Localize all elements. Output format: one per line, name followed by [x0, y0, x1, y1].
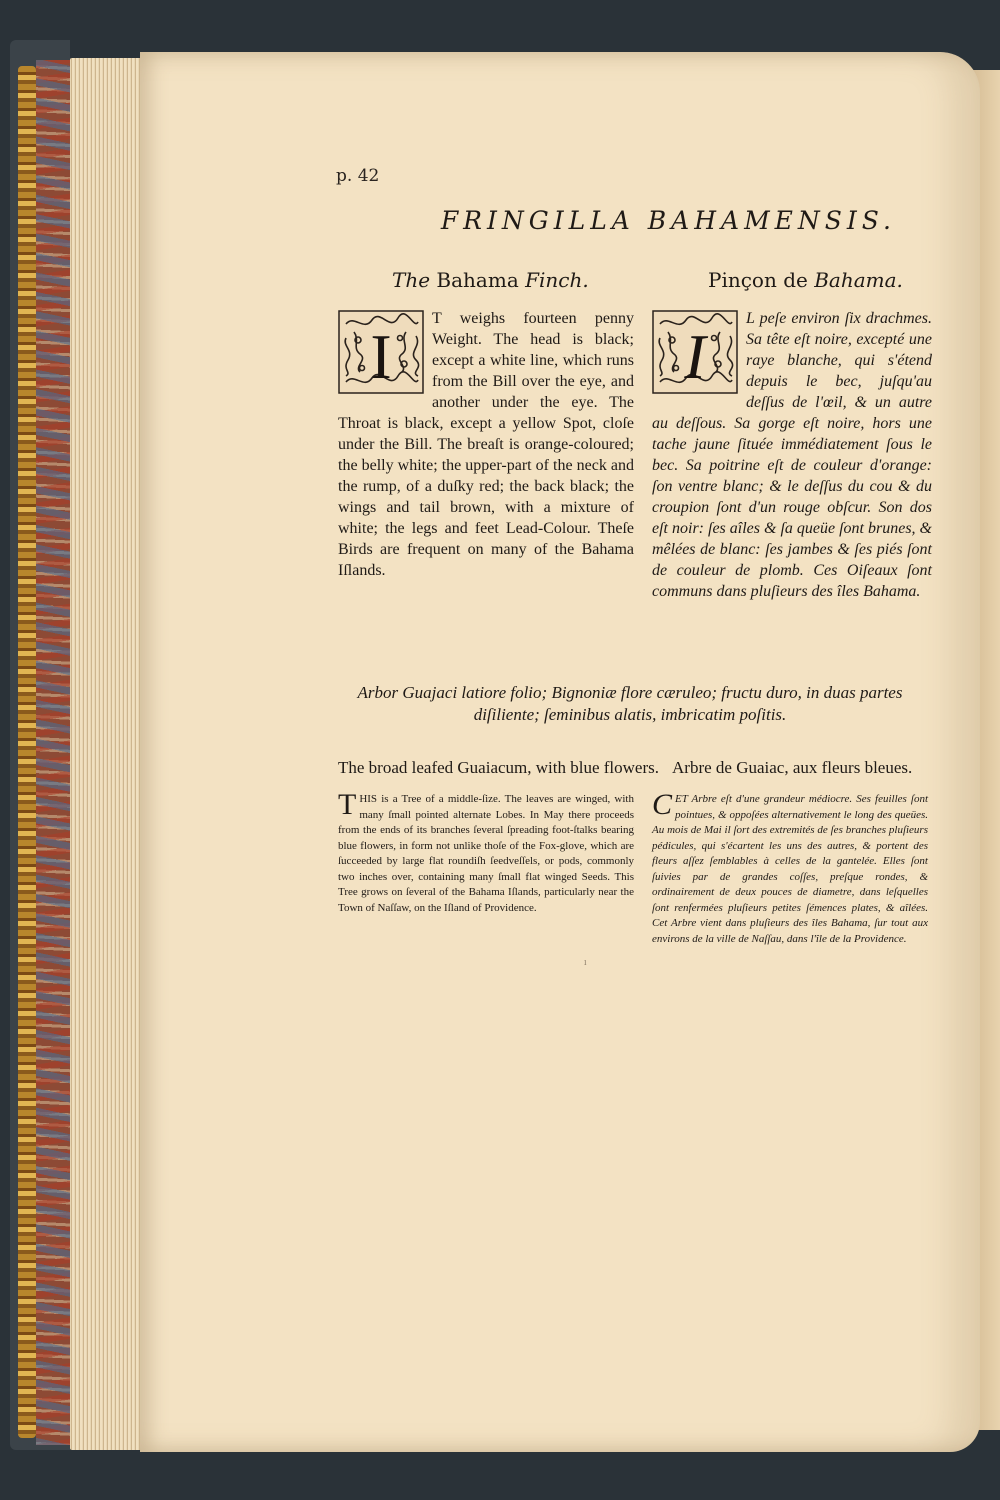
tree-english-body: HIS is a Tree of a middle-ſize. The leaves are winged, with many ſmall pointed alternate Lobes. In May there proceeds from the ends of its branches ſeveral ſpreading foot-ſtalks bearing blue flowers, in form not unlike thoſe of the Fox-glove, which are ſucceeded by large flat roundiſh ſeedveſſels, or pods, commonly two inches over, containing many ſmall flat winged Seeds. This Tree grows on ſeveral of the Bahama Iſlands, particularly near the Town of Naſſaw, on the Iſland of Providence.: [338, 793, 634, 914]
tree-english-description: [338, 788, 634, 916]
tree-french-initial: C: [652, 788, 673, 821]
latin-plant-name: Arbor Guajaci latiore folio; Bignoniæ flore cæruleo; fructu duro, in duas partes diſiliente; ſeminibus alatis, imbricatim poſitis.: [357, 683, 903, 724]
french-heading: [708, 268, 903, 292]
english-body: T weighs fourteen penny Weight. The head is black; except a white line, which runs from the Bill over the eye, and another under the eye. The Throat is black, except a yellow Spot, cloſe under the Bill. The breaſt is orange-coloured; the belly white; the upper-part of the neck and the rump, of a duſky red; the back black; the wings and tail brown, with a mixture of white; the legs and feet Lead-Colour. Theſe Birds are frequent on many of the Bahama Iſlands.: [338, 310, 634, 579]
tree-french-description: [652, 788, 928, 947]
tree-french-heading: Arbre de Guaiac, aux fleurs bleues.: [672, 758, 913, 777]
dropcap-ornament-icon: [652, 310, 738, 394]
english-heading-post: Finch.: [525, 268, 589, 292]
page-number: p. 42: [336, 166, 380, 186]
english-heading-main: Bahama: [436, 268, 519, 292]
english-heading-pre: The: [392, 268, 431, 292]
french-heading-post: Bahama.: [814, 268, 903, 292]
dropcap-letter: I: [370, 321, 392, 392]
page-title: FRINGILLA BAHAMENSIS.: [440, 206, 896, 235]
book-page: [140, 52, 980, 1452]
french-body: L peſe environ ſix drachmes. Sa tête eſt noire, excepté une raye blanche, qui s'étend depuis le bec, juſqu'au deſſus de l'œil, & un autre au deſſous. Sa gorge eſt noire, hors une tache jaune ſituée immédiatement ſous le bec. Sa poitrine eſt de couleur d'orange: ſon ventre blanc; & le deſſus du cou & du croupion ſont d'un rouge obſcur. Son dos eſt noir: ſes aîles & ſa queüe ſont brunes, & mêlées de blanc: ſes jambes & ſes piés ſont de couleur de plomb. Ces Oiſeaux ſont communs dans pluſieurs des îles Bahama.: [652, 310, 932, 600]
marbled-edge: [36, 60, 70, 1445]
ink-smudge: ˡ: [584, 958, 587, 972]
tree-french-body: ET Arbre eſt d'une grandeur médiocre. Ses feuilles ſont pointues, & oppoſées alternativement le long des queües. Au mois de Mai il ſort des extremités de ſes branches pluſieurs pédicules, qui s'écartent les uns des autres, & portent des fleurs aſſez ſemblables à celles de la gantelée. Elles ſont ſuivies par de grandes coſſes, preſque rondes, & ordinairement de deux pouces de diametre, dans leſquelles ſont renfermées pluſieurs petites ſémences plates, & aîlées. Cet Arbre vient dans pluſieurs des îles Bahama, ſur tout aux environs de la ville de Naſſau, dans l'île de la Providence.: [652, 793, 928, 945]
gilt-spine-edge: [18, 66, 36, 1438]
tree-english-initial: T: [338, 788, 357, 821]
dropcap-ornament-icon: [338, 310, 424, 394]
page-stack: [70, 58, 144, 1450]
english-description: [338, 308, 634, 581]
english-heading: [392, 268, 589, 292]
ornamental-dropcap-i-french: [652, 310, 738, 394]
french-description: [652, 308, 932, 602]
dropcap-letter: I: [684, 321, 706, 392]
french-heading-main: Pinçon de: [708, 268, 808, 292]
tree-english-heading: The broad leafed Guaiacum, with blue flowers.: [338, 758, 659, 777]
ornamental-dropcap-i: [338, 310, 424, 394]
